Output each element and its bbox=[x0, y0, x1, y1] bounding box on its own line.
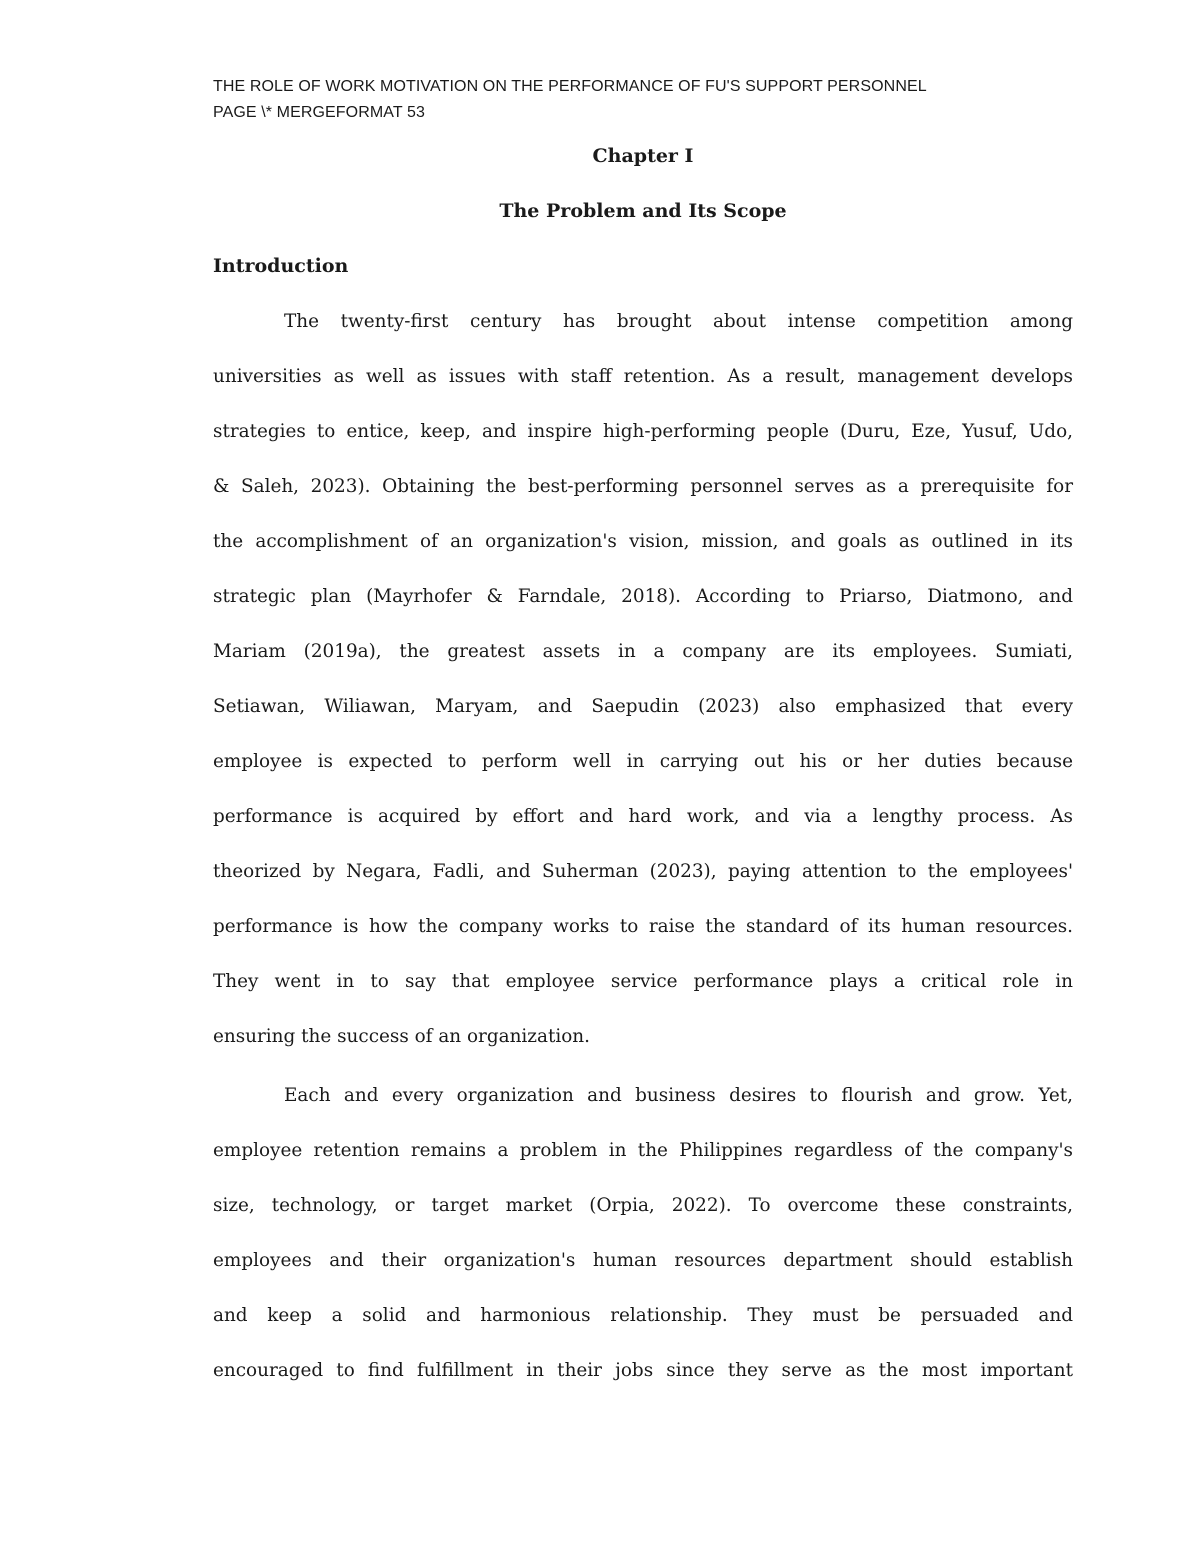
paragraph-1 bbox=[213, 294, 1073, 1064]
running-title: THE ROLE OF WORK MOTIVATION ON THE PERFORMANCE OF FU'S SUPPORT PERSONNEL bbox=[213, 78, 927, 95]
paragraph-line: employee retention remains a problem in the Philippines regardless of the company's bbox=[213, 1140, 1073, 1161]
paragraph-line: The twenty-first century has brought about intense competition among bbox=[284, 311, 1073, 332]
paragraph-line: Each and every organization and business desires to flourish and grow. Yet, bbox=[284, 1085, 1073, 1106]
paragraph-line: Mariam (2019a), the greatest assets in a company are its employees. Sumiati, bbox=[213, 641, 1073, 662]
paragraph-line: They went in to say that employee service performance plays a critical role in bbox=[213, 971, 1073, 992]
paragraph-line: strategies to entice, keep, and inspire high-performing people (Duru, Eze, Yusuf, Udo, bbox=[213, 421, 1073, 442]
chapter-number: Chapter I bbox=[592, 145, 694, 167]
paragraph-line: encouraged to find fulfillment in their jobs since they serve as the most important bbox=[213, 1360, 1073, 1381]
page-number-field: PAGE \* MERGEFORMAT 53 bbox=[213, 104, 426, 121]
paragraph-line: & Saleh, 2023). Obtaining the best-performing personnel serves as a prerequisite for bbox=[213, 476, 1073, 497]
paragraph-line: performance is how the company works to raise the standard of its human resources. bbox=[213, 916, 1073, 937]
paragraph-line: strategic plan (Mayrhofer & Farndale, 2018). According to Priarso, Diatmono, and bbox=[213, 586, 1073, 607]
paragraph-line: Setiawan, Wiliawan, Maryam, and Saepudin (2023) also emphasized that every bbox=[213, 696, 1073, 717]
paragraph-line: the accomplishment of an organization's vision, mission, and goals as outlined in its bbox=[213, 531, 1073, 552]
running-header bbox=[213, 74, 927, 126]
paragraph-line: and keep a solid and harmonious relationship. They must be persuaded and bbox=[213, 1305, 1073, 1326]
section-heading-introduction: Introduction bbox=[213, 255, 349, 277]
paragraph-line: universities as well as issues with staff retention. As a result, management develops bbox=[213, 366, 1073, 387]
chapter-title: The Problem and Its Scope bbox=[499, 200, 787, 222]
paragraph-line: performance is acquired by effort and hard work, and via a lengthy process. As bbox=[213, 806, 1073, 827]
paragraph-2 bbox=[213, 1068, 1073, 1398]
paragraph-line: ensuring the success of an organization. bbox=[213, 1026, 590, 1047]
paragraph-line: theorized by Negara, Fadli, and Suherman (2023), paying attention to the employees' bbox=[213, 861, 1073, 882]
paragraph-line: employees and their organization's human resources department should establish bbox=[213, 1250, 1073, 1271]
paragraph-line: size, technology, or target market (Orpia, 2022). To overcome these constraints, bbox=[213, 1195, 1073, 1216]
paragraph-line: employee is expected to perform well in carrying out his or her duties because bbox=[213, 751, 1073, 772]
